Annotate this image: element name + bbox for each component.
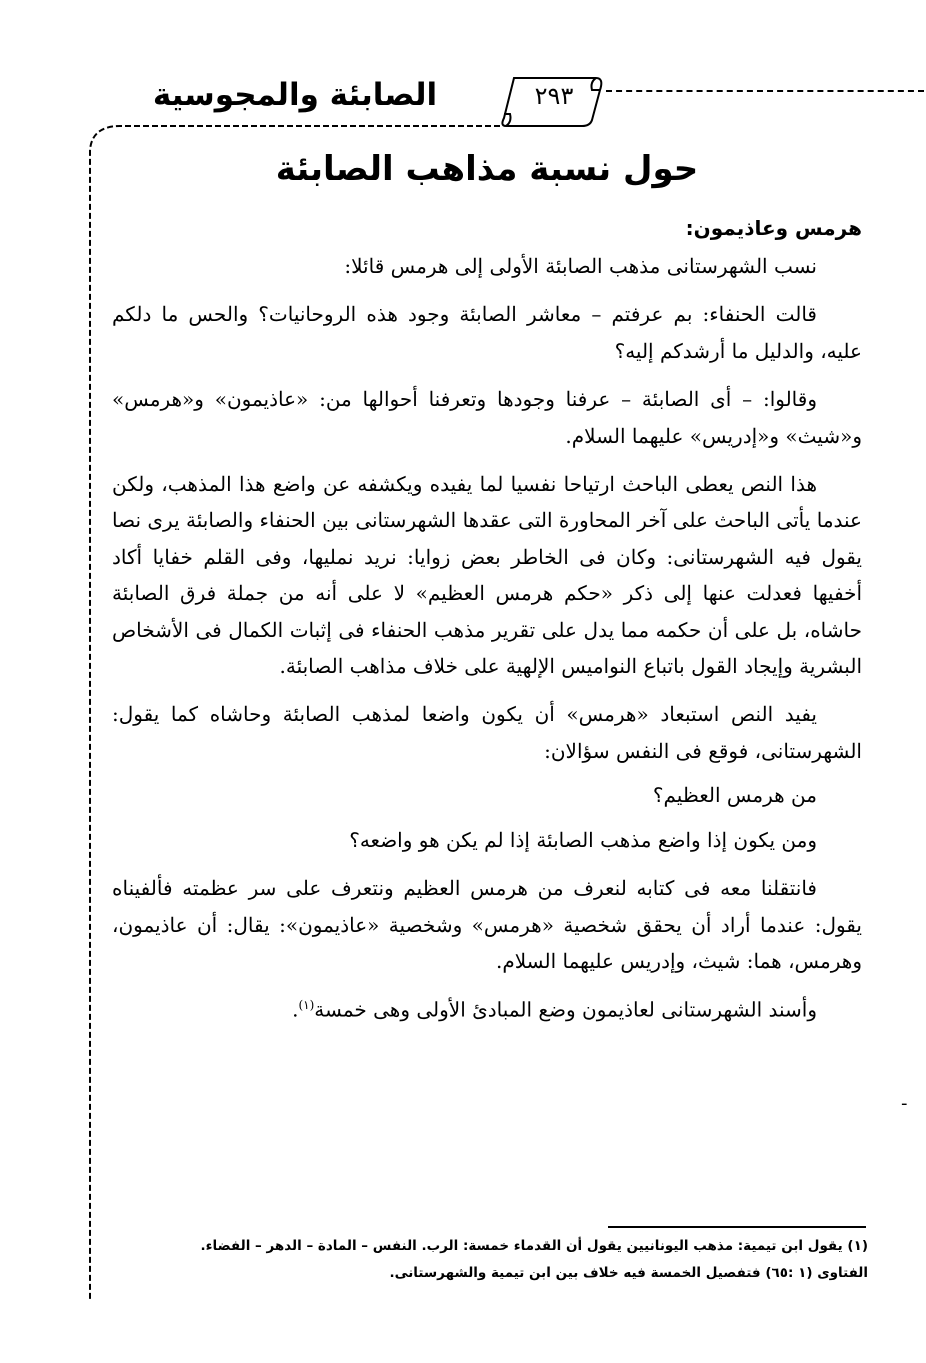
- section-heading: هرمس وعاذيمون:: [685, 216, 862, 240]
- paragraph-7: وأسند الشهرستانى لعاذيمون وضع المبادئ الأولى وهى خمسة$^{(١)}$.: [292, 997, 817, 1022]
- paragraph-2: قالت الحنفاء: بم عرفتم – معاشر الصابئة وجود هذه الروحانيات؟ والحس ما دلكم عليه، والدليل ما أرشدكم إليه؟: [112, 302, 862, 363]
- question-2: ومن يكون إذا واضع مذهب الصابئة إذا لم يكن هو واضعه؟: [349, 827, 817, 852]
- footnote-1-continued: الفتاوى (١ :٦٥) فتفصيل الخمسة فيه خلاف بين ابن تيمية والشهرستانى.: [389, 1265, 868, 1281]
- margin-mark: -: [901, 1093, 908, 1114]
- footnote-rule: [608, 1226, 866, 1228]
- question-1: من هرمس العظيم؟: [652, 783, 817, 808]
- paragraph-6: فانتقلنا معه فى كتابه لنعرف من هرمس العظيم ونتعرف على سر عظمته فألفيناه يقول: عندما أراد أن يحقق شخصية «هرمس» وشخصية «عاذيمون»: يقال: أن عاذيمون، وهرمس، هما: شيث، وإدريس عليهما السلام.: [112, 876, 862, 973]
- header-dashed-rule: [606, 90, 924, 92]
- footnotes: [108, 1233, 868, 1287]
- footnote-1: (١) يقول ابن تيمية: مذهب اليونانيين يقول أن القدماء خمسة: الرب. النفس – المادة – الدهر – الفضاء.: [200, 1238, 868, 1254]
- chapter-title: حول نسبة مذاهب الصابئة: [275, 149, 699, 189]
- paragraph-3: وقالوا: – أى الصابئة – عرفنا وجودها وتعرفنا أحوالها من: «عاذيمون» و«هرمس» و«شيث» و«إدريس» عليهما السلام.: [112, 387, 862, 448]
- main-content: [112, 140, 862, 1028]
- footnote-reference[interactable]: (١): [298, 998, 315, 1013]
- paragraph-5: يفيد النص استبعاد «هرمس» أن يكون واضعا لمذهب الصابئة وحاشاه كما يقول: الشهرستانى، فوقع فى النفس سؤالان:: [112, 702, 862, 763]
- page-number: ٢٩٣: [534, 82, 574, 110]
- paragraph-4: هذا النص يعطى الباحث ارتياحا نفسيا لما يفيده ويكشفه عن واضع هذا المذهب، ولكن عندما يأتى الباحث على آخر المحاورة التى عقدها الشهرستانى بين الحنفاء والصابئة يرى نصا يقول فيه الشهرستانى: وكان فى الخاطر بعض زوايا: نريد نمليها، وفى القلم خفايا أكاد أخفيها فعدلت عنها إلى ذكر «حكم هرمس العظيم» لا على أنه من جملة فرق الصابئة حاشاه، بل على أن حكمه مما يدل على تقرير مذهب الحنفاء فى إثبات الكمال فى الأشخاص البشرية وإيجاد القول باتباع النواميس الإلهية على خلاف مذاهب الصابئة.: [112, 472, 862, 679]
- paragraph-7-text: وأسند الشهرستانى لعاذيمون وضع المبادئ الأولى وهى خمسة: [314, 997, 817, 1022]
- paragraph-1: نسب الشهرستانى مذهب الصابئة الأولى إلى هرمس قائلا:: [344, 254, 817, 278]
- running-title: الصابئة والمجوسية: [152, 77, 438, 113]
